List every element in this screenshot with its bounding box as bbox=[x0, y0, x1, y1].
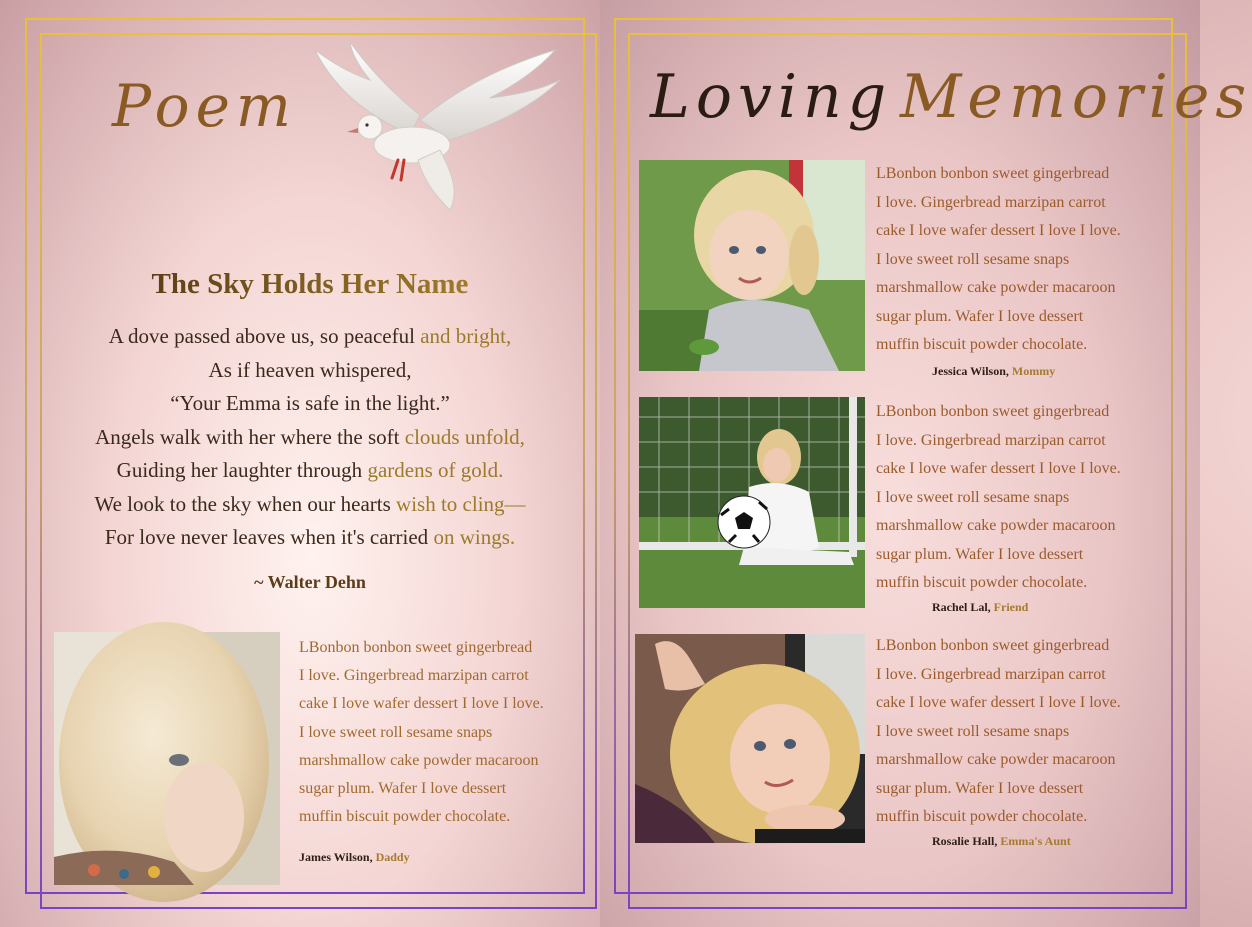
poem-line: Guiding her laughter through gardens of gold. bbox=[116, 458, 504, 482]
memory-photo-aunt bbox=[635, 634, 865, 843]
memory-signature-aunt: Rosalie Hall, Emma's Aunt bbox=[932, 834, 1071, 848]
memory-text-friend: LBonbon bonbon sweet gingerbread I love. Gingerbread marzipan carrot cake I love wafer dessert I love I love. I love sweet roll sesame snaps marshmallow cake powder macaroon sugar plum. Wafer I love dessert muffin biscuit powder chocolate. bbox=[876, 403, 1121, 591]
poem-line: A dove passed above us, so peaceful and bright, bbox=[108, 324, 512, 348]
poem-line: For love never leaves when it's carried on wings. bbox=[104, 525, 516, 549]
poem-body bbox=[40, 320, 580, 555]
memory-text-daddy: LBonbon bonbon sweet gingerbread I love. Gingerbread marzipan carrot cake I love wafer dessert I love I love. I love sweet roll sesame snaps marshmallow cake powder macaroon sugar plum. Wafer I love dessert muffin biscuit powder chocolate. bbox=[299, 639, 544, 826]
poem-line: “Your Emma is safe in the light.” bbox=[170, 391, 450, 415]
poem-heading: Poem bbox=[112, 72, 297, 140]
poem-line: Angels walk with her where the soft clouds unfold, bbox=[95, 424, 525, 449]
memory-photo-friend bbox=[639, 397, 865, 608]
poem-line: We look to the sky when our hearts wish to cling— bbox=[94, 491, 526, 516]
memory-text-aunt: LBonbon bonbon sweet gingerbread I love. Gingerbread marzipan carrot cake I love wafer dessert I love I love. I love sweet roll sesame snaps marshmallow cake powder macaroon sugar plum. Wafer I love dessert muffin biscuit powder chocolate. bbox=[876, 637, 1121, 825]
memory-signature-mommy: Jessica Wilson, Mommy bbox=[932, 364, 1056, 378]
memory-signature-daddy: James Wilson, Daddy bbox=[299, 850, 410, 864]
loving-heading: Loving bbox=[650, 62, 893, 132]
memory-photo-daddy bbox=[54, 632, 280, 885]
poem-title: The Sky Holds Her Name bbox=[60, 268, 560, 301]
memory-text-mommy: LBonbon bonbon sweet gingerbread I love. Gingerbread marzipan carrot cake I love wafer dessert I love I love. I love sweet roll sesame snaps marshmallow cake powder macaroon sugar plum. Wafer I love dessert muffin biscuit powder chocolate. bbox=[876, 165, 1121, 353]
memories-heading: Memories bbox=[900, 62, 1252, 132]
memory-signature-friend: Rachel Lal, Friend bbox=[932, 600, 1029, 614]
dove-image bbox=[300, 40, 570, 220]
poem-author: ~ Walter Dehn bbox=[254, 572, 366, 592]
memory-photo-mommy bbox=[639, 160, 865, 371]
poem-line: As if heaven whispered, bbox=[208, 357, 412, 382]
